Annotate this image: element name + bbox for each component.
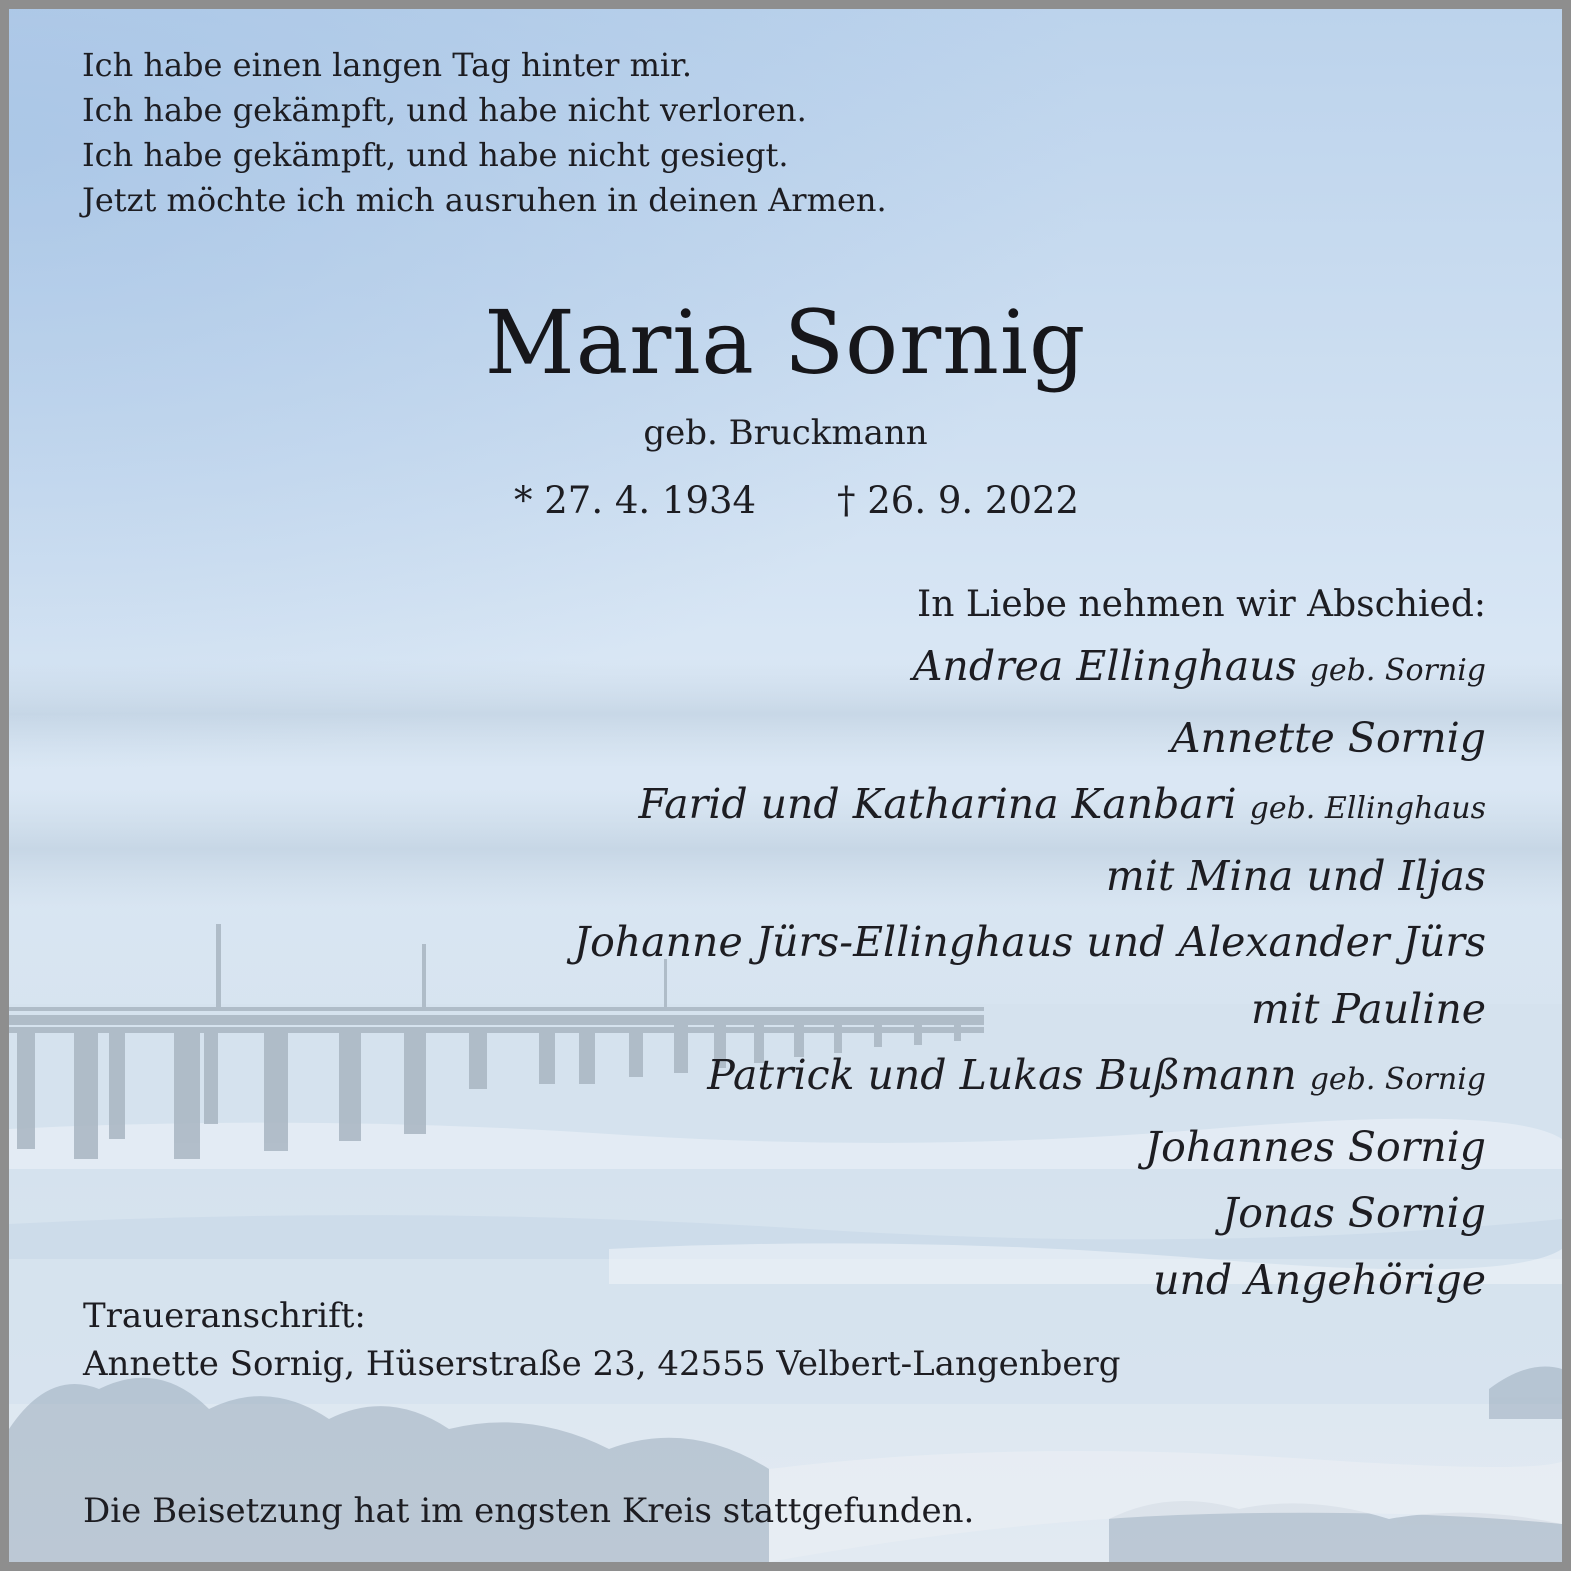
mourner-line [574, 843, 1486, 910]
address-value: Annette Sornig, Hüserstraße 23, 42555 Velbert-Langenberg [83, 1344, 1121, 1384]
deceased-name: Maria Sornig [484, 291, 1087, 394]
mourning-address [83, 1292, 1121, 1388]
mourner-name: mit Mina und Iljas [1105, 851, 1486, 900]
mourner-line [574, 771, 1486, 843]
mourner-name: Andrea Ellinghaus [912, 642, 1297, 690]
poem-line: Ich habe einen langen Tag hinter mir. [82, 46, 693, 84]
maiden-name: geb. Bruckmann [643, 413, 928, 453]
mourner-maiden-name: geb. Sornig [1309, 1062, 1486, 1097]
mourner-line [574, 909, 1486, 976]
mourner-name: Johanne Jürs-Ellinghaus und Alexander Jürs [573, 918, 1486, 966]
mourner-line [574, 976, 1486, 1043]
address-label: Traueranschrift: [83, 1296, 366, 1336]
mourner-name: Farid und Katharina Kanbari [638, 780, 1237, 828]
mourner-name: mit Pauline [1251, 984, 1486, 1033]
mourner-name: Jonas Sornig [1221, 1189, 1486, 1237]
mourner-line [574, 1042, 1486, 1114]
poem-line: Jetzt möchte ich mich ausruhen in deinen Armen. [82, 181, 887, 219]
poem [82, 43, 887, 223]
mourners-intro: In Liebe nehmen wir Abschied: [917, 584, 1486, 625]
poem-line: Ich habe gekämpft, und habe nicht verloren. [82, 91, 807, 129]
mourner-maiden-name: geb. Sornig [1309, 653, 1486, 688]
mourner-name: und Angehörige [1153, 1255, 1486, 1304]
mourners-list [574, 577, 1486, 1313]
death-date: † 26. 9. 2022 [837, 479, 1080, 522]
mourner-line [574, 1114, 1486, 1181]
poem-line: Ich habe gekämpft, und habe nicht gesiegt. [82, 136, 789, 174]
mourner-name: Annette Sornig [1170, 713, 1486, 762]
mourner-name: Patrick und Lukas Bußmann [707, 1051, 1297, 1099]
mourner-maiden-name: geb. Ellinghaus [1249, 791, 1486, 826]
burial-note: Die Beisetzung hat im engsten Kreis stattgefunden. [83, 1491, 975, 1531]
mourner-line [574, 1180, 1486, 1247]
mourner-name: Johannes Sornig [1144, 1122, 1486, 1171]
mourner-line [574, 705, 1486, 772]
mourner-line [574, 633, 1486, 705]
birth-date: * 27. 4. 1934 [514, 479, 757, 522]
